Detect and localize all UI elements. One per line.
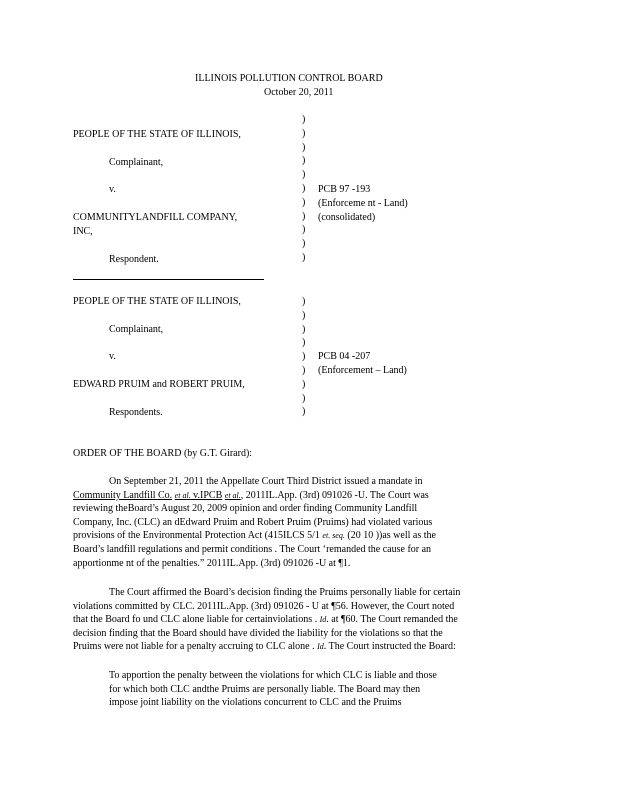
case2-number: PCB 04 -207 bbox=[318, 351, 371, 362]
case2-versus: v. bbox=[109, 351, 116, 362]
case2-party1: PEOPLE OF THE STATE OF ILLINOIS, bbox=[73, 296, 241, 307]
case2-paren-column: ) ) ) ) ) ) ) ) ) bbox=[302, 296, 306, 418]
case2-type: (Enforcement – Land) bbox=[318, 365, 407, 376]
case1-versus: v. bbox=[109, 184, 116, 195]
order-date: October 20, 2011 bbox=[264, 87, 334, 98]
case1-note: (consolidated) bbox=[318, 212, 376, 223]
case2-party2: EDWARD PRUIM and ROBERT PRUIM, bbox=[73, 379, 245, 390]
paragraph-2: The Court affirmed the Board’s decision finding the Pruims personally liable for certain violations committed by CLC. 2011IL.App. (3rd) 091026 - U at ¶56. However, the Court noted that the Board fo und CLC alone liable for certainviolations . Id. at ¶60. The Court remanded the decision finding that the Board should have divided the liability for the violations so that the Pruims were not liable for a penalty accruing to CLC alone . Id. The Court instructed the Board: bbox=[73, 587, 461, 653]
case1-paren-column: ) ) ) ) ) ) ) ) ) ) ) bbox=[302, 114, 306, 263]
case2-role1: Complainant, bbox=[109, 324, 164, 335]
case1-role1: Complainant, bbox=[109, 157, 164, 168]
case1-party2: COMMUNITYLANDFILL COMPANY, bbox=[73, 212, 238, 223]
order-heading: ORDER OF THE BOARD (by G.T. Girard): bbox=[73, 448, 253, 459]
case1-number: PCB 97 -193 bbox=[318, 184, 371, 195]
case1-party1: PEOPLE OF THE STATE OF ILLINOIS, bbox=[73, 129, 241, 140]
case1-role2: Respondent. bbox=[109, 254, 159, 265]
paragraph-1: On September 21, 2011 the Appellate Court Third District issued a mandate in Community Landfill Co. et al. v.IPCB et al., 2011IL.App. (3rd) 091026 -U. The Court was reviewing theBoard’s August 20, 2009 opinion and order finding Community Landfill Company, Inc. (CLC) an dEdward Pruim and Robert Pruim (Pruims) had violated various provisions of the Environmental Protection Act (415ILCS 5/1 et. seq. (20 10 ))as well as the Board’s landfill regulations and permit conditions . The Court ‘remanded the cause for an apportionme nt of the penalties.” 2011IL.App. (3rd) 091026 -U at ¶1. bbox=[73, 476, 436, 569]
case1-party2-cont: INC, bbox=[73, 226, 93, 237]
block-quote: To apportion the penalty between the violations for which CLC is liable and those for which both CLC andthe Pruims are personally liable. The Board may then impose joint liability on the violations concurrent to CLC and the Pruims bbox=[109, 670, 437, 709]
case2-role2: Respondents. bbox=[109, 407, 163, 418]
board-title: ILLINOIS POLLUTION CONTROL BOARD bbox=[195, 73, 383, 84]
caption-divider bbox=[73, 279, 264, 280]
case1-type: (Enforceme nt - Land) bbox=[318, 198, 408, 209]
